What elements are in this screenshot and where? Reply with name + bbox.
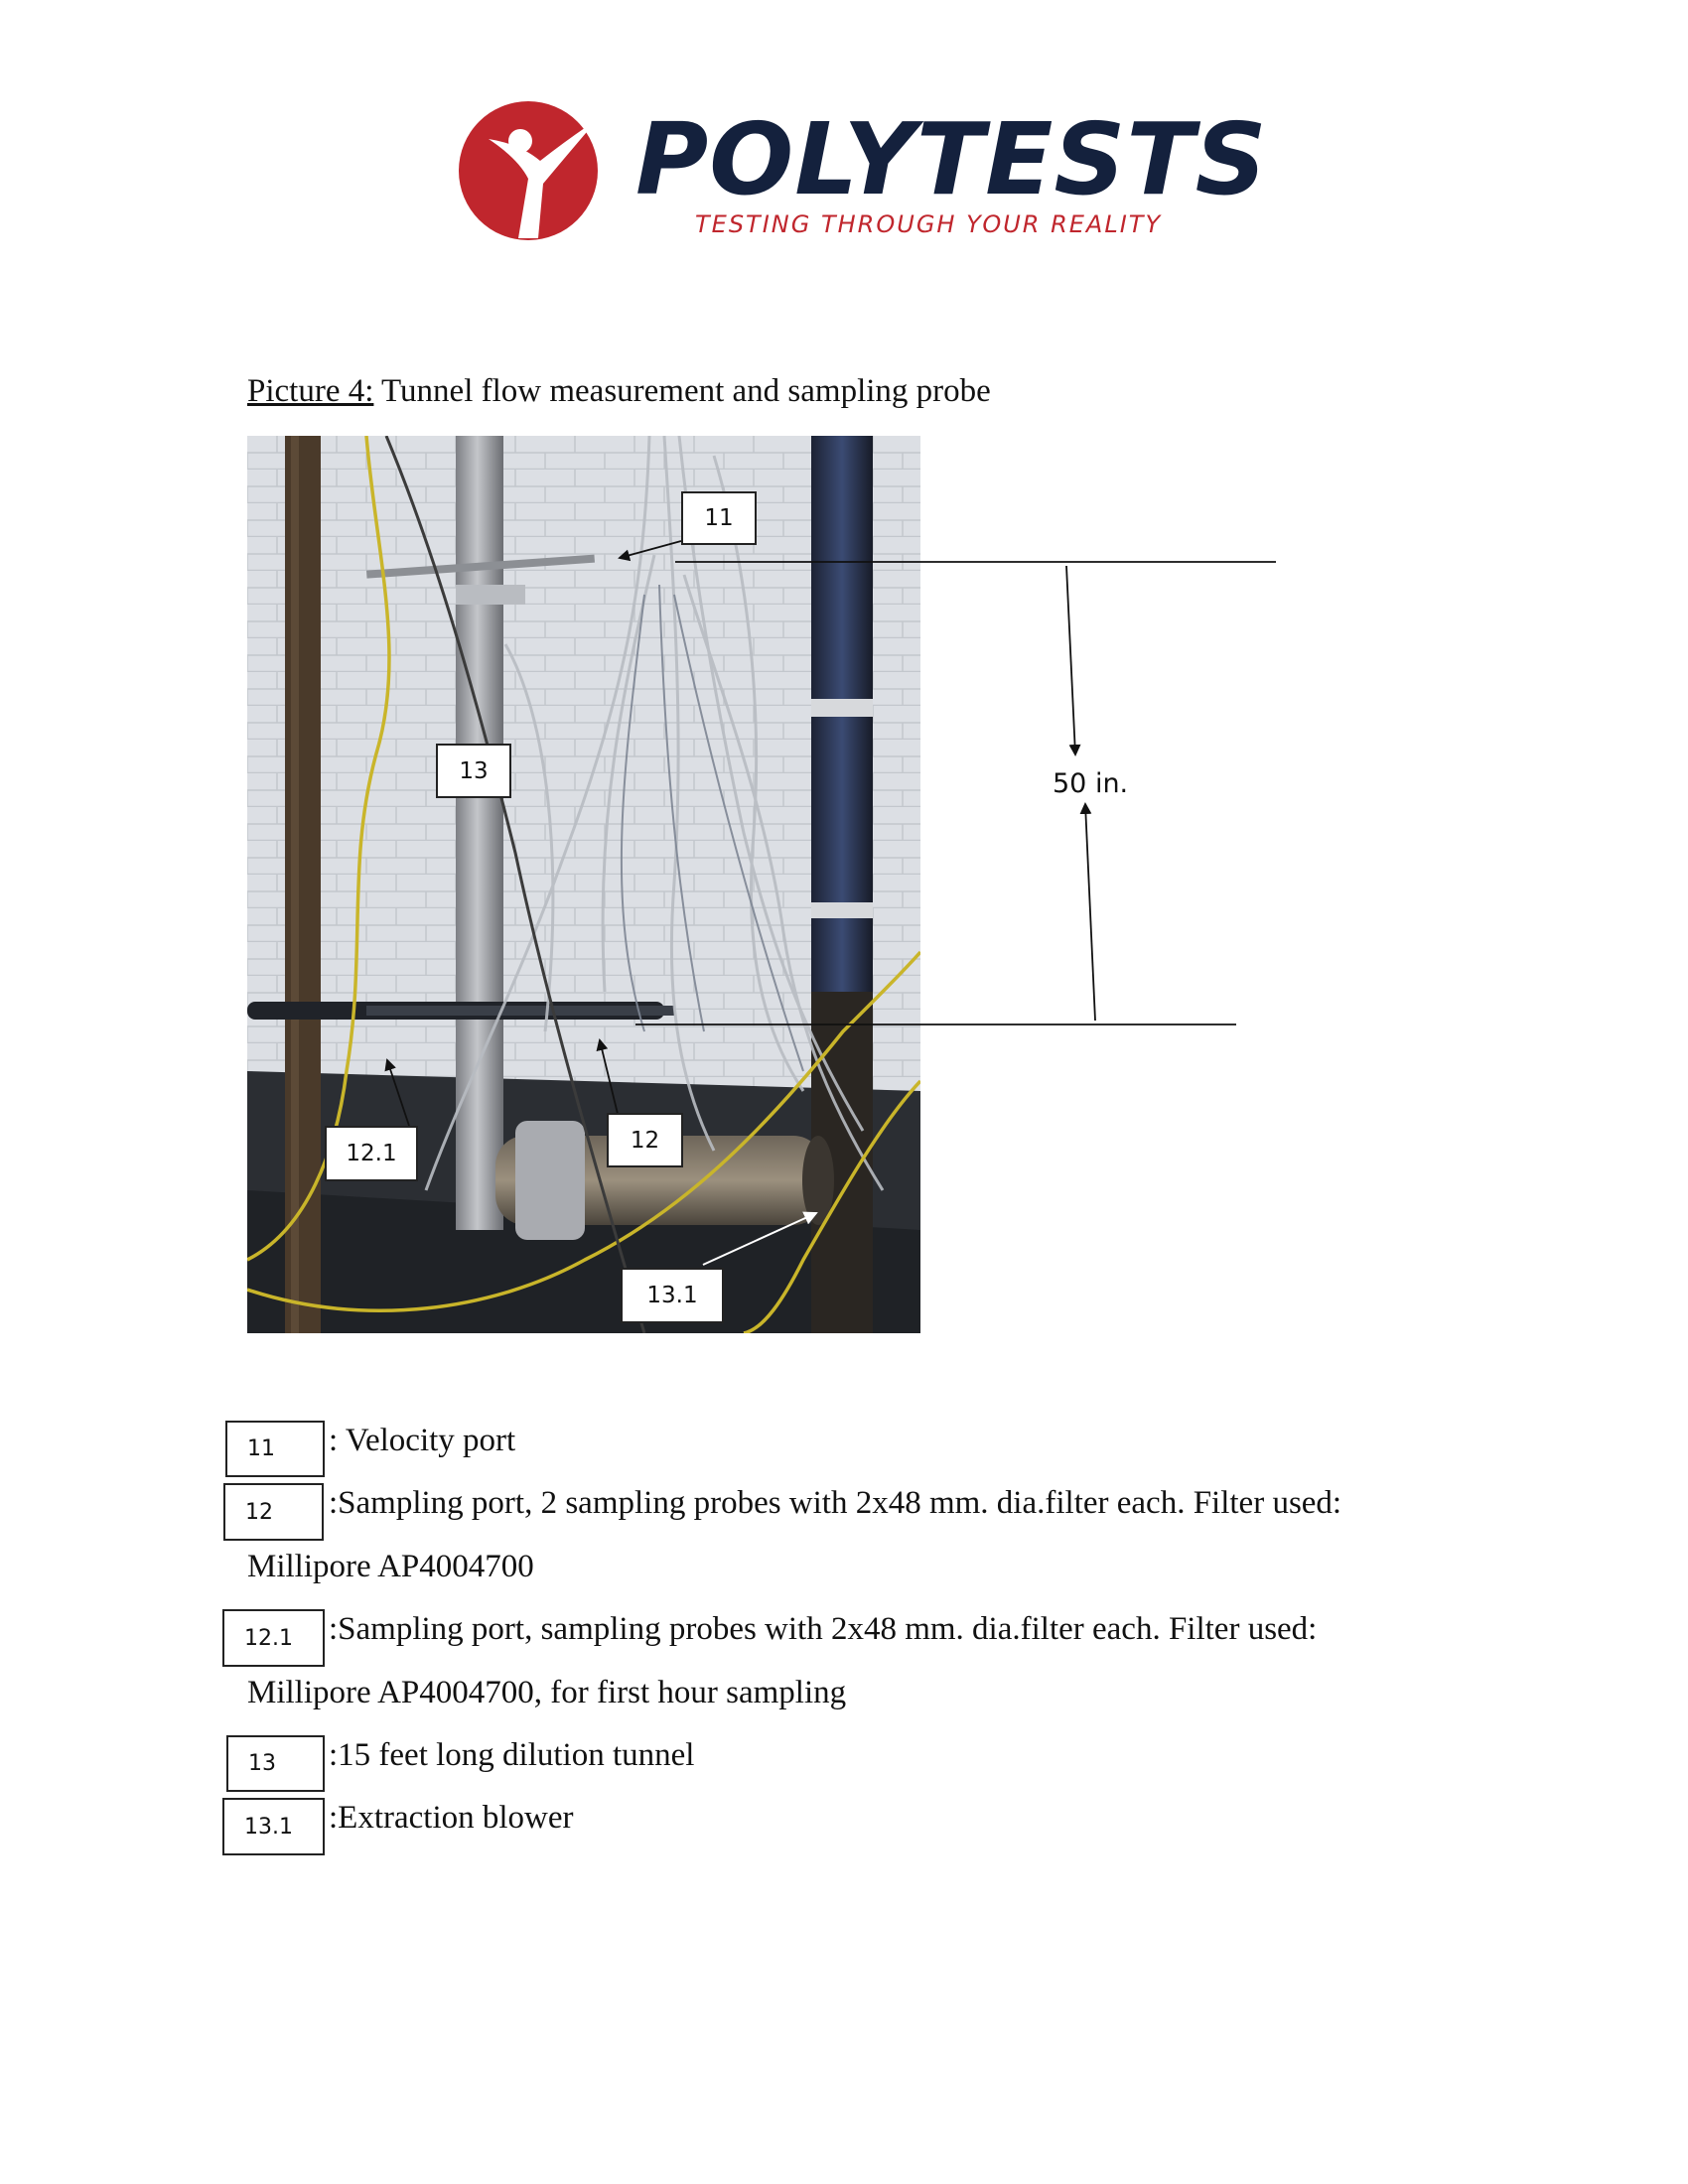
legend-desc-12-cont: Millipore AP4004700 xyxy=(247,1549,534,1584)
dimension-label: 50 in. xyxy=(1053,768,1129,799)
callout-13: 13 xyxy=(436,744,511,798)
callout-12-1: 12.1 xyxy=(325,1126,418,1181)
legend-desc-13-1: :Extraction blower xyxy=(329,1800,574,1836)
dimension-arrow-up xyxy=(1085,804,1095,1021)
legend-key-11: 11 xyxy=(225,1421,325,1477)
legend-desc-12-1: :Sampling port, sampling probes with 2x48 mm. dia.filter each. Filter used: xyxy=(329,1611,1318,1647)
callout-11: 11 xyxy=(681,491,757,545)
callout-13-1: 13.1 xyxy=(621,1268,724,1323)
dimension-arrow-down xyxy=(1066,566,1075,754)
logo-emblem-icon xyxy=(459,99,608,248)
legend-key-12-1: 12.1 xyxy=(222,1609,325,1667)
figure-caption xyxy=(247,371,991,411)
legend-desc-12: :Sampling port, 2 sampling probes with 2x48 mm. dia.filter each. Filter used: xyxy=(329,1485,1342,1521)
legend-key-13: 13 xyxy=(226,1735,325,1792)
figure-caption-label: Picture 4: xyxy=(247,373,374,409)
legend-desc-11: : Velocity port xyxy=(329,1423,516,1458)
legend-desc-13: :15 feet long dilution tunnel xyxy=(329,1737,695,1773)
legend-desc-12-1-cont: Millipore AP4004700, for first hour sampling xyxy=(247,1675,847,1710)
legend-key-13-1: 13.1 xyxy=(222,1798,325,1855)
tunnel-setup-photo xyxy=(247,436,920,1333)
figure-caption-text: Tunnel flow measurement and sampling probe xyxy=(373,373,991,409)
logo-tagline: TESTING THROUGH YOUR REALITY xyxy=(695,210,1163,238)
logo-wordmark: POLYTESTS xyxy=(635,101,1268,217)
polytests-logo xyxy=(459,99,1268,248)
legend-key-12: 12 xyxy=(223,1483,324,1541)
callout-12: 12 xyxy=(607,1113,683,1167)
